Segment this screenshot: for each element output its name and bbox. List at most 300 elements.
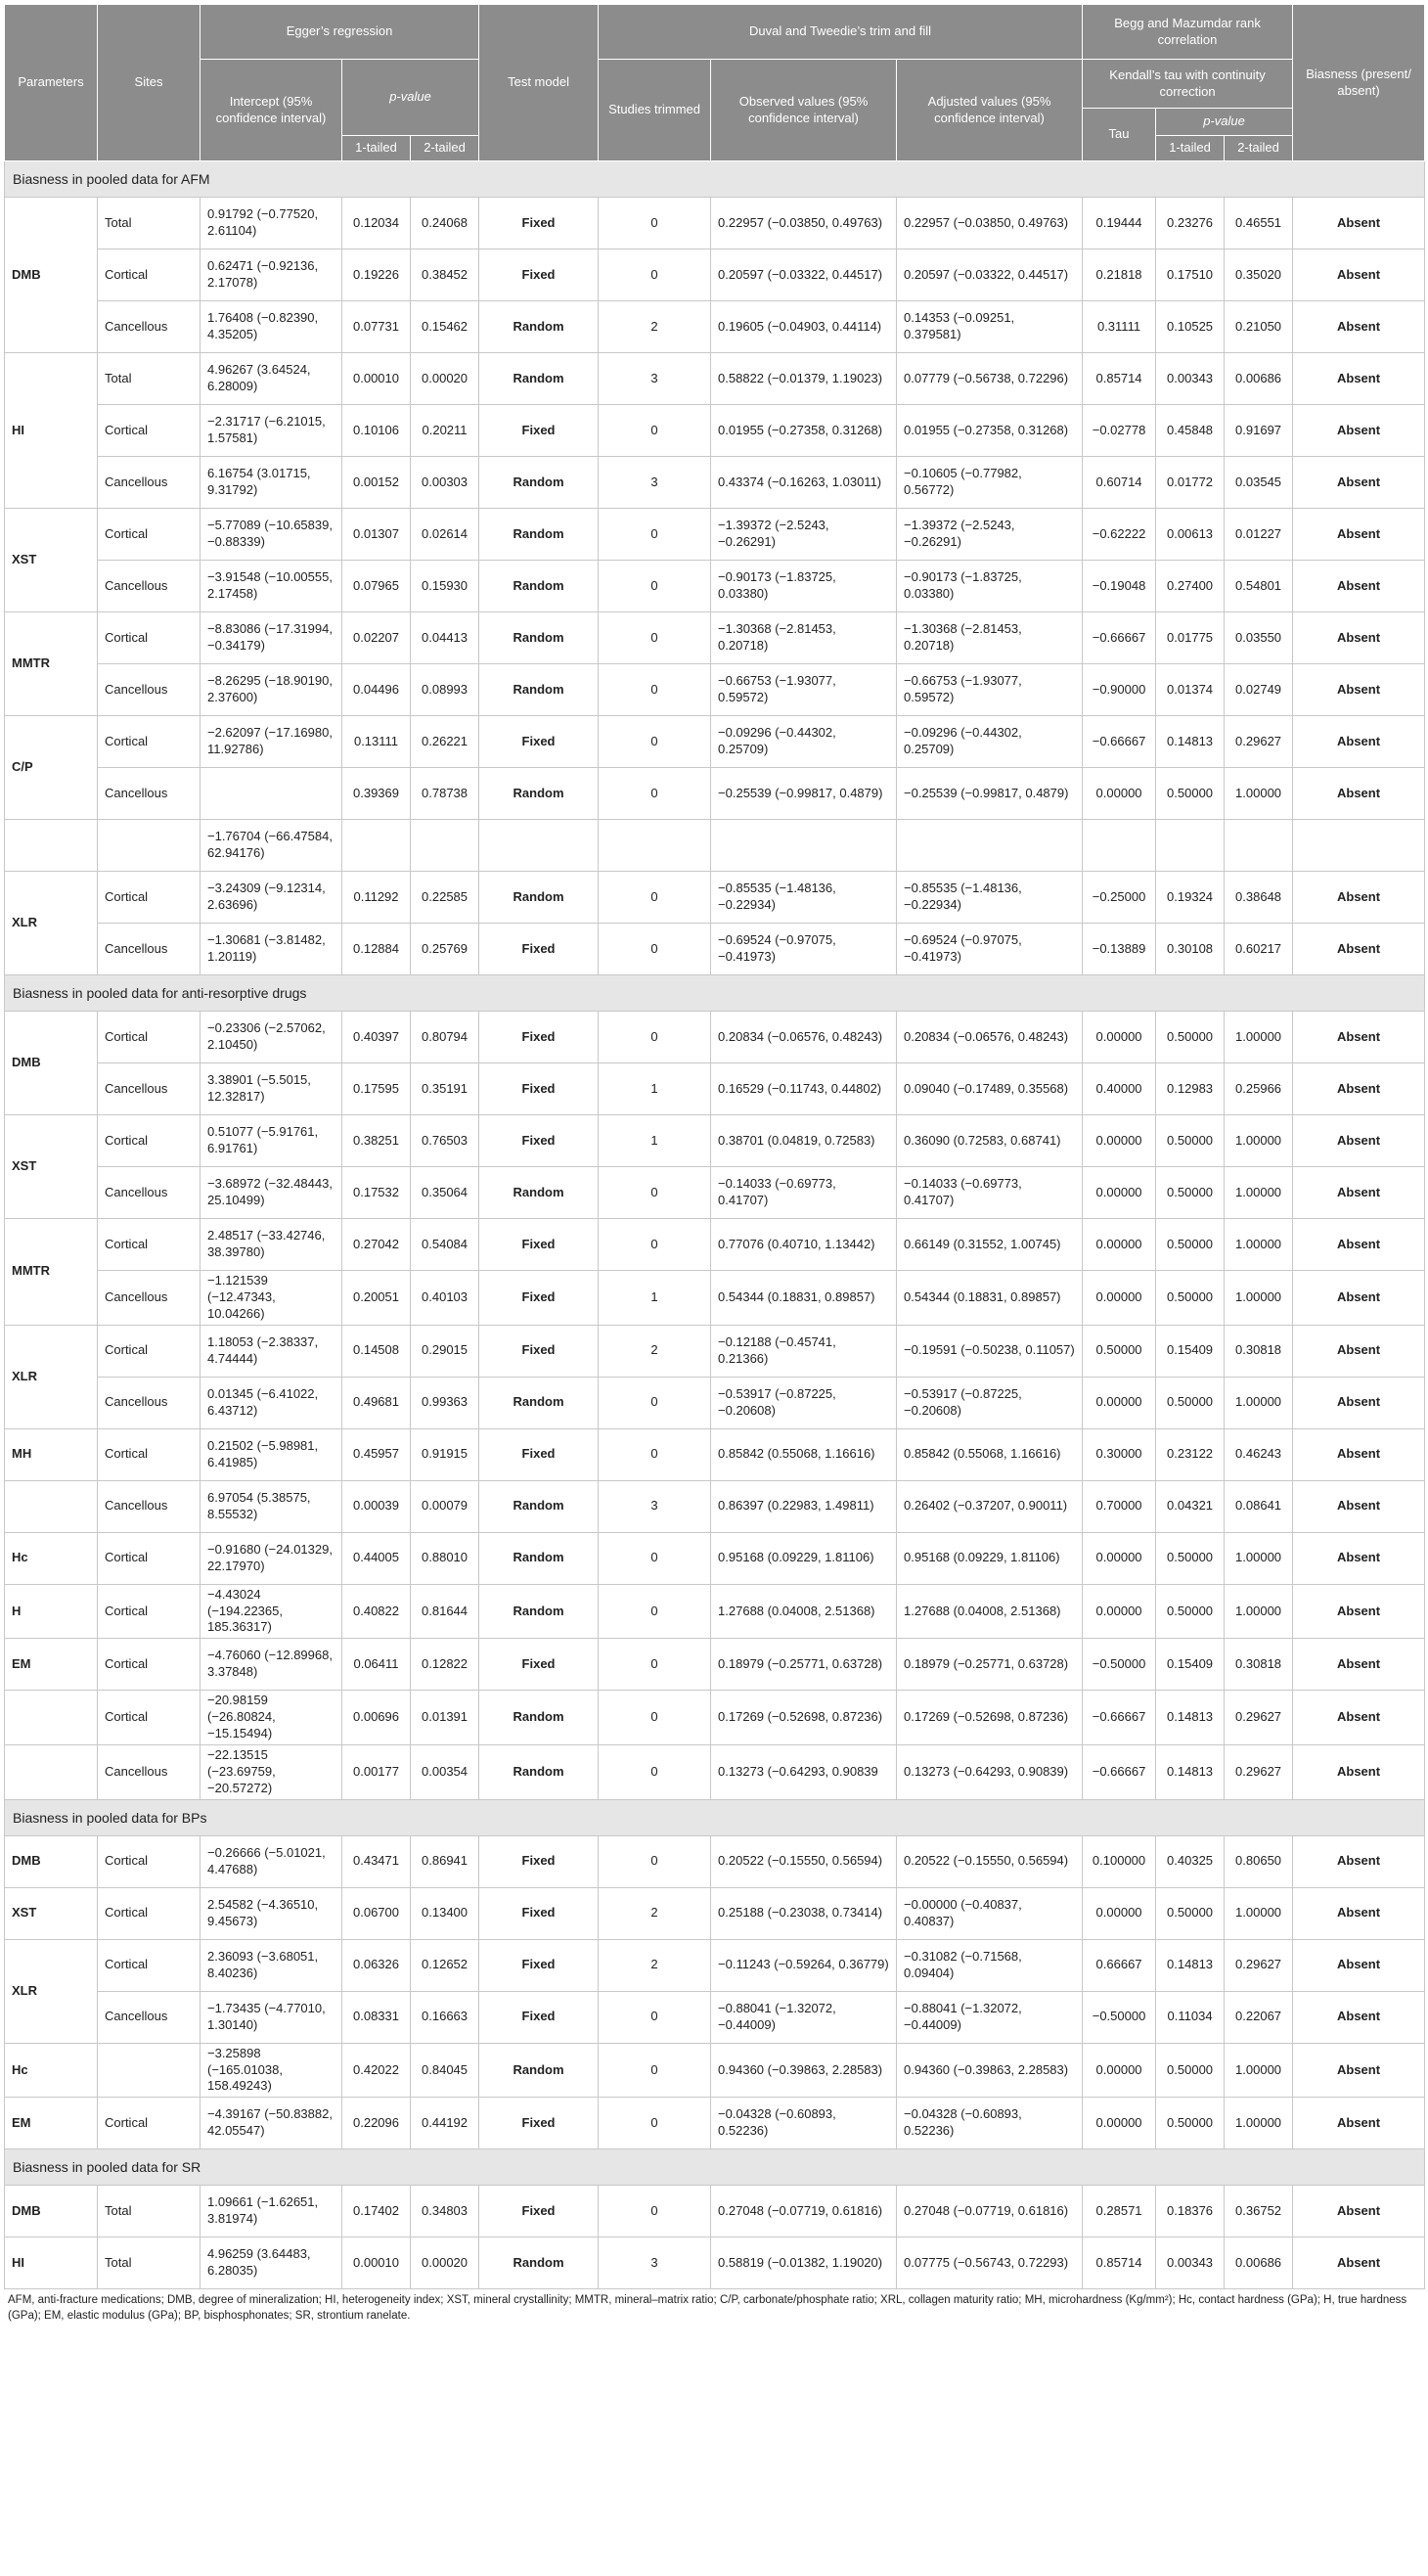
cell-studies-trimmed: 1 <box>599 1063 711 1115</box>
cell-kendall-p2: 0.35020 <box>1225 249 1293 301</box>
cell-kendall-p2: 0.00686 <box>1225 353 1293 405</box>
table-row <box>5 2237 1425 2289</box>
cell-kendall-p1: 0.19324 <box>1156 872 1225 924</box>
cell-adjusted: 0.09040 (−0.17489, 0.35568) <box>897 1063 1083 1115</box>
cell-studies-trimmed: 0 <box>599 1745 711 1800</box>
cell-tau: −0.02778 <box>1083 405 1156 457</box>
cell-tau: −0.90000 <box>1083 664 1156 716</box>
cell-kendall-p1: 0.01775 <box>1156 612 1225 664</box>
cell-egger-p2: 0.12822 <box>411 1639 479 1691</box>
cell-tau: −0.50000 <box>1083 1991 1156 2043</box>
cell-egger-p1: 0.00039 <box>342 1480 411 1532</box>
cell-tau: 0.66667 <box>1083 1939 1156 1991</box>
cell-egger-p2: 0.24068 <box>411 198 479 249</box>
cell-egger-p1: 0.07965 <box>342 561 411 612</box>
cell-biasness: Absent <box>1293 1991 1425 2043</box>
cell-egger-p2: 0.35191 <box>411 1063 479 1115</box>
cell-biasness: Absent <box>1293 1691 1425 1745</box>
cell-kendall-p1: 0.14813 <box>1156 1745 1225 1800</box>
cell-observed: 0.85842 (0.55068, 1.16616) <box>711 1428 897 1480</box>
cell-egger-p2: 0.22585 <box>411 872 479 924</box>
cell-test-model: Random <box>479 768 599 820</box>
cell-egger-p2: 0.00020 <box>411 353 479 405</box>
cell-tau: 0.85714 <box>1083 353 1156 405</box>
cell-site: Cortical <box>98 1012 201 1063</box>
cell-kendall-p2: 0.21050 <box>1225 301 1293 353</box>
cell-tau: 0.00000 <box>1083 1271 1156 1326</box>
cell-intercept: 1.09661 (−1.62651, 3.81974) <box>201 2186 342 2237</box>
cell-egger-p1: 0.42022 <box>342 2043 411 2098</box>
cell-parameter: XST <box>5 1115 98 1219</box>
cell-tau: 0.00000 <box>1083 1012 1156 1063</box>
cell-parameter: XLR <box>5 1325 98 1428</box>
cell-kendall-p1: 0.50000 <box>1156 2043 1225 2098</box>
table-row <box>5 1428 1425 1480</box>
cell-test-model: Fixed <box>479 405 599 457</box>
table-row <box>5 768 1425 820</box>
table-row <box>5 405 1425 457</box>
cell-intercept: −8.83086 (−17.31994, −0.34179) <box>201 612 342 664</box>
cell-intercept: 6.97054 (5.38575, 8.55532) <box>201 1480 342 1532</box>
cell-kendall-p2: 0.29627 <box>1225 1939 1293 1991</box>
cell-site: Cancellous <box>98 301 201 353</box>
cell-kendall-p1: 0.11034 <box>1156 1991 1225 2043</box>
cell-egger-p1: 0.19226 <box>342 249 411 301</box>
cell-kendall-p1: 0.50000 <box>1156 1219 1225 1271</box>
cell-test-model: Fixed <box>479 1325 599 1377</box>
cell-adjusted: −0.14033 (−0.69773, 0.41707) <box>897 1167 1083 1219</box>
table-row <box>5 1584 1425 1639</box>
cell-parameter: H <box>5 1584 98 1639</box>
cell-site: Cortical <box>98 1325 201 1377</box>
cell-biasness: Absent <box>1293 1167 1425 1219</box>
cell-test-model: Random <box>479 1167 599 1219</box>
cell-kendall-p2: 0.29627 <box>1225 716 1293 768</box>
cell-observed: 0.19605 (−0.04903, 0.44114) <box>711 301 897 353</box>
cell-biasness: Absent <box>1293 249 1425 301</box>
table-row <box>5 820 1425 872</box>
cell-studies-trimmed: 0 <box>599 198 711 249</box>
cell-tau: −0.66667 <box>1083 716 1156 768</box>
cell-observed: 0.86397 (0.22983, 1.49811) <box>711 1480 897 1532</box>
header-kendall-2-tailed: 2-tailed <box>1225 136 1293 161</box>
cell-test-model: Fixed <box>479 2098 599 2149</box>
header-begg: Begg and Mazumdar rank correlation <box>1083 5 1293 60</box>
cell-biasness: Absent <box>1293 198 1425 249</box>
cell-intercept <box>201 768 342 820</box>
cell-biasness: Absent <box>1293 1639 1425 1691</box>
cell-observed: 0.58819 (−0.01382, 1.19020) <box>711 2237 897 2289</box>
cell-tau: 0.40000 <box>1083 1063 1156 1115</box>
cell-intercept: −1.73435 (−4.77010, 1.30140) <box>201 1991 342 2043</box>
header-egger: Egger’s regression <box>201 5 479 60</box>
cell-parameter: MMTR <box>5 1219 98 1326</box>
cell-kendall-p1: 0.15409 <box>1156 1639 1225 1691</box>
table-row <box>5 1377 1425 1428</box>
cell-test-model: Fixed <box>479 1991 599 2043</box>
cell-studies-trimmed: 0 <box>599 249 711 301</box>
cell-egger-p2: 0.99363 <box>411 1377 479 1428</box>
section-title: Biasness in pooled data for anti-resorptive drugs <box>5 975 1425 1012</box>
cell-intercept: −0.26666 (−5.01021, 4.47688) <box>201 1835 342 1887</box>
cell-adjusted: 0.54344 (0.18831, 0.89857) <box>897 1271 1083 1326</box>
cell-adjusted: −0.53917 (−0.87225, −0.20608) <box>897 1377 1083 1428</box>
cell-kendall-p1: 0.50000 <box>1156 768 1225 820</box>
cell-biasness: Absent <box>1293 664 1425 716</box>
cell-studies-trimmed: 0 <box>599 1377 711 1428</box>
cell-egger-p1 <box>342 820 411 872</box>
cell-studies-trimmed: 0 <box>599 1835 711 1887</box>
cell-adjusted: 0.07779 (−0.56738, 0.72296) <box>897 353 1083 405</box>
cell-kendall-p2: 1.00000 <box>1225 768 1293 820</box>
cell-kendall-p1: 0.15409 <box>1156 1325 1225 1377</box>
cell-intercept: −3.68972 (−32.48443, 25.10499) <box>201 1167 342 1219</box>
cell-observed: 0.27048 (−0.07719, 0.61816) <box>711 2186 897 2237</box>
cell-biasness: Absent <box>1293 1584 1425 1639</box>
cell-kendall-p2: 1.00000 <box>1225 1219 1293 1271</box>
cell-egger-p1: 0.10106 <box>342 405 411 457</box>
cell-egger-p2: 0.88010 <box>411 1532 479 1584</box>
cell-studies-trimmed: 2 <box>599 1939 711 1991</box>
cell-biasness: Absent <box>1293 1480 1425 1532</box>
table-row <box>5 1939 1425 1991</box>
cell-egger-p1: 0.00010 <box>342 2237 411 2289</box>
cell-tau: −0.25000 <box>1083 872 1156 924</box>
header-parameters: Parameters <box>5 5 98 161</box>
cell-kendall-p2: 0.38648 <box>1225 872 1293 924</box>
table-row <box>5 1325 1425 1377</box>
cell-egger-p2: 0.04413 <box>411 612 479 664</box>
cell-kendall-p2: 1.00000 <box>1225 1532 1293 1584</box>
table-row <box>5 1012 1425 1063</box>
cell-kendall-p1: 0.50000 <box>1156 1584 1225 1639</box>
cell-test-model: Fixed <box>479 1887 599 1939</box>
cell-egger-p1: 0.08331 <box>342 1991 411 2043</box>
cell-biasness: Absent <box>1293 612 1425 664</box>
cell-site: Cancellous <box>98 768 201 820</box>
cell-tau: 0.31111 <box>1083 301 1156 353</box>
cell-egger-p2: 0.86941 <box>411 1835 479 1887</box>
cell-adjusted: −0.19591 (−0.50238, 0.11057) <box>897 1325 1083 1377</box>
cell-kendall-p1: 0.50000 <box>1156 2098 1225 2149</box>
cell-tau: −0.66667 <box>1083 612 1156 664</box>
cell-egger-p1: 0.40397 <box>342 1012 411 1063</box>
cell-kendall-p1: 0.50000 <box>1156 1012 1225 1063</box>
cell-adjusted: −1.30368 (−2.81453, 0.20718) <box>897 612 1083 664</box>
table-row <box>5 1167 1425 1219</box>
cell-kendall-p1: 0.50000 <box>1156 1167 1225 1219</box>
header-biasness: Biasness (present/ absent) <box>1293 5 1425 161</box>
cell-parameter: Hc <box>5 1532 98 1584</box>
table-row <box>5 1532 1425 1584</box>
cell-studies-trimmed: 0 <box>599 1639 711 1691</box>
cell-test-model: Fixed <box>479 1012 599 1063</box>
header-studies-trimmed: Studies trimmed <box>599 60 711 161</box>
cell-test-model: Random <box>479 1480 599 1532</box>
cell-adjusted: 1.27688 (0.04008, 2.51368) <box>897 1584 1083 1639</box>
cell-adjusted: 0.18979 (−0.25771, 0.63728) <box>897 1639 1083 1691</box>
cell-egger-p1: 0.43471 <box>342 1835 411 1887</box>
header-kendall: Kendall’s tau with continuity correction <box>1083 60 1293 109</box>
cell-parameter <box>5 1745 98 1800</box>
cell-studies-trimmed: 3 <box>599 353 711 405</box>
cell-kendall-p1: 0.45848 <box>1156 405 1225 457</box>
cell-observed: −0.85535 (−1.48136, −0.22934) <box>711 872 897 924</box>
cell-site: Cancellous <box>98 664 201 716</box>
cell-test-model: Random <box>479 457 599 509</box>
cell-test-model: Fixed <box>479 1271 599 1326</box>
cell-site: Cortical <box>98 2098 201 2149</box>
cell-egger-p1: 0.45957 <box>342 1428 411 1480</box>
header-kendall-pvalue <box>1156 109 1293 136</box>
cell-site: Cortical <box>98 1887 201 1939</box>
cell-observed: −0.12188 (−0.45741, 0.21366) <box>711 1325 897 1377</box>
cell-parameter: XST <box>5 1887 98 1939</box>
cell-adjusted: 0.17269 (−0.52698, 0.87236) <box>897 1691 1083 1745</box>
cell-site: Cancellous <box>98 924 201 975</box>
cell-studies-trimmed: 0 <box>599 2043 711 2098</box>
cell-parameter <box>5 820 98 872</box>
cell-parameter: XLR <box>5 1939 98 2043</box>
cell-intercept: −3.25898 (−165.01038, 158.49243) <box>201 2043 342 2098</box>
cell-kendall-p1: 0.01374 <box>1156 664 1225 716</box>
cell-egger-p2: 0.91915 <box>411 1428 479 1480</box>
cell-intercept: 0.62471 (−0.92136, 2.17078) <box>201 249 342 301</box>
cell-studies-trimmed: 0 <box>599 2098 711 2149</box>
cell-adjusted: −1.39372 (−2.5243, −0.26291) <box>897 509 1083 561</box>
cell-parameter: C/P <box>5 716 98 820</box>
cell-tau: −0.66667 <box>1083 1745 1156 1800</box>
cell-biasness: Absent <box>1293 509 1425 561</box>
cell-observed: 0.17269 (−0.52698, 0.87236) <box>711 1691 897 1745</box>
cell-egger-p2: 0.80794 <box>411 1012 479 1063</box>
header-test-model: Test model <box>479 5 599 161</box>
cell-observed: −0.88041 (−1.32072, −0.44009) <box>711 1991 897 2043</box>
cell-biasness: Absent <box>1293 2237 1425 2289</box>
cell-studies-trimmed: 0 <box>599 1012 711 1063</box>
cell-intercept: 6.16754 (3.01715, 9.31792) <box>201 457 342 509</box>
cell-intercept: 1.76408 (−0.82390, 4.35205) <box>201 301 342 353</box>
cell-intercept: −3.24309 (−9.12314, 2.63696) <box>201 872 342 924</box>
cell-intercept: 0.51077 (−5.91761, 6.91761) <box>201 1115 342 1167</box>
cell-kendall-p1: 0.40325 <box>1156 1835 1225 1887</box>
cell-tau: 0.00000 <box>1083 1377 1156 1428</box>
cell-egger-p2: 0.54084 <box>411 1219 479 1271</box>
cell-kendall-p1: 0.14813 <box>1156 1691 1225 1745</box>
cell-biasness: Absent <box>1293 1115 1425 1167</box>
cell-egger-p2: 0.38452 <box>411 249 479 301</box>
cell-kendall-p1: 0.23122 <box>1156 1428 1225 1480</box>
cell-biasness: Absent <box>1293 2098 1425 2149</box>
table-row <box>5 353 1425 405</box>
cell-kendall-p1: 0.50000 <box>1156 1532 1225 1584</box>
kendall-pvalue-label: p-value <box>1203 113 1245 129</box>
cell-intercept: −0.91680 (−24.01329, 22.17970) <box>201 1532 342 1584</box>
cell-kendall-p2: 0.46551 <box>1225 198 1293 249</box>
cell-studies-trimmed: 0 <box>599 924 711 975</box>
cell-tau: 0.70000 <box>1083 1480 1156 1532</box>
cell-kendall-p2: 0.00686 <box>1225 2237 1293 2289</box>
cell-test-model: Random <box>479 353 599 405</box>
cell-egger-p1: 0.20051 <box>342 1271 411 1326</box>
cell-site <box>98 2043 201 2098</box>
cell-intercept: −4.76060 (−12.89968, 3.37848) <box>201 1639 342 1691</box>
cell-site: Total <box>98 198 201 249</box>
cell-intercept: −20.98159 (−26.80824, −15.15494) <box>201 1691 342 1745</box>
cell-egger-p1: 0.12034 <box>342 198 411 249</box>
cell-kendall-p2: 0.08641 <box>1225 1480 1293 1532</box>
cell-kendall-p2: 0.29627 <box>1225 1745 1293 1800</box>
cell-parameter <box>5 1691 98 1745</box>
cell-biasness: Absent <box>1293 1428 1425 1480</box>
table-row <box>5 198 1425 249</box>
section-title: Biasness in pooled data for AFM <box>5 161 1425 198</box>
cell-observed: 0.54344 (0.18831, 0.89857) <box>711 1271 897 1326</box>
cell-egger-p2: 0.08993 <box>411 664 479 716</box>
cell-observed: 0.58822 (−0.01379, 1.19023) <box>711 353 897 405</box>
cell-adjusted: −0.10605 (−0.77982, 0.56772) <box>897 457 1083 509</box>
cell-biasness: Absent <box>1293 1745 1425 1800</box>
table-row <box>5 2186 1425 2237</box>
cell-biasness: Absent <box>1293 716 1425 768</box>
table-row <box>5 1063 1425 1115</box>
cell-egger-p2: 0.00354 <box>411 1745 479 1800</box>
cell-tau: 0.30000 <box>1083 1428 1156 1480</box>
cell-test-model: Fixed <box>479 1428 599 1480</box>
cell-test-model <box>479 820 599 872</box>
cell-site: Cancellous <box>98 457 201 509</box>
cell-observed: −0.90173 (−1.83725, 0.03380) <box>711 561 897 612</box>
cell-adjusted: 0.95168 (0.09229, 1.81106) <box>897 1532 1083 1584</box>
cell-egger-p1: 0.40822 <box>342 1584 411 1639</box>
cell-adjusted: −0.00000 (−0.40837, 0.40837) <box>897 1887 1083 1939</box>
cell-studies-trimmed: 0 <box>599 768 711 820</box>
cell-egger-p1: 0.00696 <box>342 1691 411 1745</box>
table-row <box>5 509 1425 561</box>
cell-parameter: HI <box>5 2237 98 2289</box>
cell-kendall-p1: 0.14813 <box>1156 716 1225 768</box>
cell-parameter: DMB <box>5 198 98 353</box>
cell-egger-p2: 0.76503 <box>411 1115 479 1167</box>
cell-intercept: 2.48517 (−33.42746, 38.39780) <box>201 1219 342 1271</box>
header-tau: Tau <box>1083 109 1156 161</box>
cell-intercept: 1.18053 (−2.38337, 4.74444) <box>201 1325 342 1377</box>
cell-studies-trimmed: 0 <box>599 1584 711 1639</box>
cell-observed <box>711 820 897 872</box>
cell-egger-p2: 0.29015 <box>411 1325 479 1377</box>
cell-egger-p2: 0.35064 <box>411 1167 479 1219</box>
cell-kendall-p2: 0.36752 <box>1225 2186 1293 2237</box>
cell-intercept: −1.76704 (−66.47584, 62.94176) <box>201 820 342 872</box>
cell-kendall-p2: 0.60217 <box>1225 924 1293 975</box>
cell-tau: 0.28571 <box>1083 2186 1156 2237</box>
cell-adjusted: −0.66753 (−1.93077, 0.59572) <box>897 664 1083 716</box>
cell-test-model: Random <box>479 301 599 353</box>
cell-test-model: Random <box>479 1377 599 1428</box>
cell-studies-trimmed <box>599 820 711 872</box>
table-row <box>5 1745 1425 1800</box>
cell-observed: −0.69524 (−0.97075, −0.41973) <box>711 924 897 975</box>
cell-egger-p1: 0.27042 <box>342 1219 411 1271</box>
cell-observed: 0.43374 (−0.16263, 1.03011) <box>711 457 897 509</box>
cell-tau: 0.85714 <box>1083 2237 1156 2289</box>
cell-observed: 0.77076 (0.40710, 1.13442) <box>711 1219 897 1271</box>
cell-intercept: −22.13515 (−23.69759, −20.57272) <box>201 1745 342 1800</box>
cell-studies-trimmed: 0 <box>599 664 711 716</box>
table-row <box>5 1691 1425 1745</box>
cell-adjusted: −0.31082 (−0.71568, 0.09404) <box>897 1939 1083 1991</box>
cell-tau: −0.66667 <box>1083 1691 1156 1745</box>
cell-kendall-p1: 0.00343 <box>1156 353 1225 405</box>
cell-adjusted: 0.85842 (0.55068, 1.16616) <box>897 1428 1083 1480</box>
cell-parameter: XLR <box>5 872 98 975</box>
bias-table <box>4 4 1425 2289</box>
cell-observed: −1.30368 (−2.81453, 0.20718) <box>711 612 897 664</box>
cell-test-model: Fixed <box>479 1063 599 1115</box>
cell-intercept: −2.62097 (−17.16980, 11.92786) <box>201 716 342 768</box>
cell-egger-p1: 0.39369 <box>342 768 411 820</box>
section-row <box>5 2149 1425 2186</box>
cell-test-model: Fixed <box>479 1115 599 1167</box>
cell-studies-trimmed: 0 <box>599 405 711 457</box>
cell-parameter: DMB <box>5 1012 98 1115</box>
cell-site: Cortical <box>98 1639 201 1691</box>
cell-egger-p2: 0.84045 <box>411 2043 479 2098</box>
cell-adjusted: 0.20834 (−0.06576, 0.48243) <box>897 1012 1083 1063</box>
cell-tau: 0.00000 <box>1083 1167 1156 1219</box>
cell-site: Cortical <box>98 405 201 457</box>
cell-egger-p2: 0.40103 <box>411 1271 479 1326</box>
cell-site: Total <box>98 2237 201 2289</box>
cell-studies-trimmed: 3 <box>599 457 711 509</box>
cell-kendall-p2: 0.02749 <box>1225 664 1293 716</box>
header-egger-1-tailed: 1-tailed <box>342 136 411 161</box>
cell-tau: −0.62222 <box>1083 509 1156 561</box>
cell-adjusted: −0.04328 (−0.60893, 0.52236) <box>897 2098 1083 2149</box>
cell-tau: 0.00000 <box>1083 1532 1156 1584</box>
cell-egger-p1: 0.11292 <box>342 872 411 924</box>
cell-egger-p2: 0.02614 <box>411 509 479 561</box>
cell-egger-p2: 0.00020 <box>411 2237 479 2289</box>
cell-egger-p2: 0.15930 <box>411 561 479 612</box>
header-intercept: Intercept (95% confidence interval) <box>201 60 342 161</box>
cell-egger-p1: 0.06700 <box>342 1887 411 1939</box>
cell-parameter: XST <box>5 509 98 612</box>
cell-site: Cortical <box>98 1428 201 1480</box>
cell-test-model: Fixed <box>479 1939 599 1991</box>
cell-kendall-p2: 1.00000 <box>1225 1167 1293 1219</box>
cell-kendall-p2: 0.46243 <box>1225 1428 1293 1480</box>
cell-biasness: Absent <box>1293 1532 1425 1584</box>
cell-observed: −0.53917 (−0.87225, −0.20608) <box>711 1377 897 1428</box>
cell-kendall-p2: 1.00000 <box>1225 1271 1293 1326</box>
cell-site: Cancellous <box>98 1991 201 2043</box>
cell-tau: 0.00000 <box>1083 2098 1156 2149</box>
cell-kendall-p1: 0.14813 <box>1156 1939 1225 1991</box>
table-row <box>5 1835 1425 1887</box>
cell-studies-trimmed: 0 <box>599 509 711 561</box>
cell-site: Cancellous <box>98 1271 201 1326</box>
cell-biasness: Absent <box>1293 1377 1425 1428</box>
cell-kendall-p2: 0.91697 <box>1225 405 1293 457</box>
cell-kendall-p1: 0.04321 <box>1156 1480 1225 1532</box>
header-adjusted: Adjusted values (95% confidence interval) <box>897 60 1083 161</box>
cell-intercept: −5.77089 (−10.65839, −0.88339) <box>201 509 342 561</box>
cell-parameter <box>5 1480 98 1532</box>
cell-adjusted: 0.36090 (0.72583, 0.68741) <box>897 1115 1083 1167</box>
cell-studies-trimmed: 2 <box>599 1325 711 1377</box>
cell-kendall-p2: 0.30818 <box>1225 1325 1293 1377</box>
